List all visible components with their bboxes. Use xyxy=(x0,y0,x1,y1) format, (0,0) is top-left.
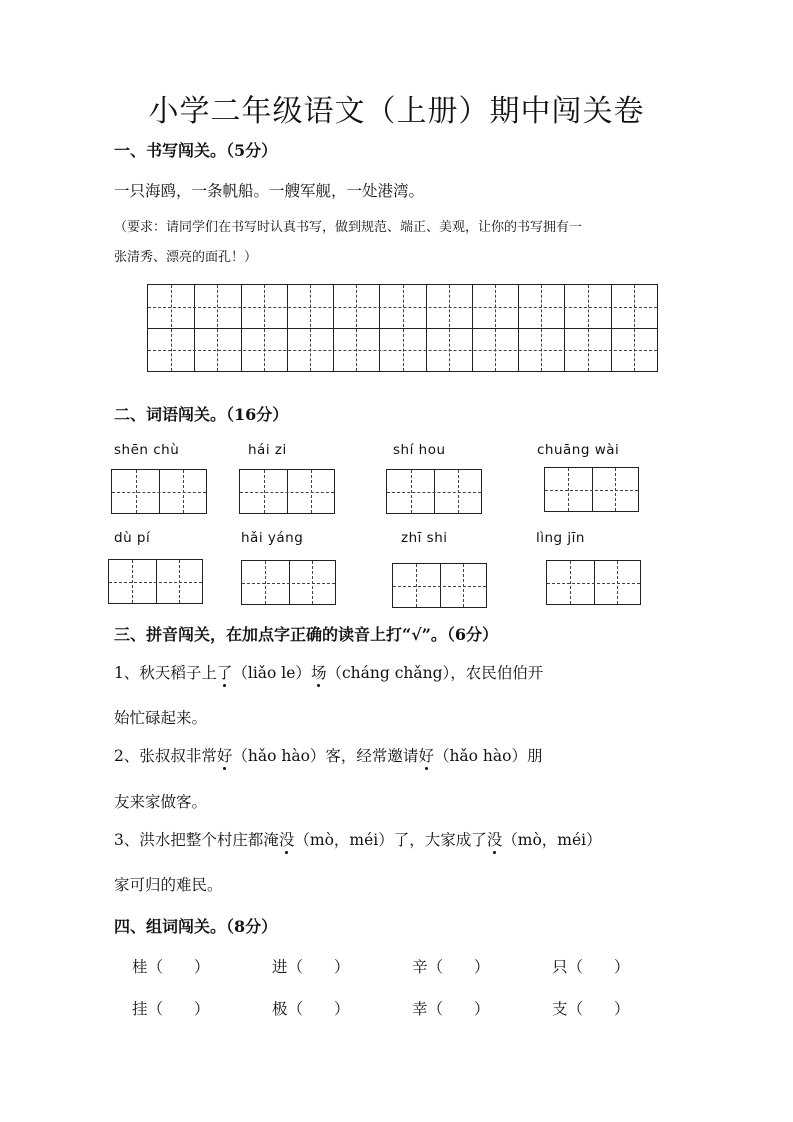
pinyin-label: zhī shi xyxy=(401,530,448,546)
word-group-blank[interactable]: 进（ ） xyxy=(272,958,350,976)
grid-line xyxy=(547,583,640,584)
word-group-blank[interactable]: 幸（ ） xyxy=(412,1000,490,1018)
word-answer-box[interactable] xyxy=(386,469,482,514)
dotted-char: 没 xyxy=(278,831,295,849)
word-answer-box[interactable] xyxy=(544,467,639,512)
grid-line xyxy=(148,307,657,308)
pinyin-label: lìng jīn xyxy=(536,530,585,546)
word-answer-box[interactable] xyxy=(239,469,335,514)
word-group-blank[interactable]: 只（ ） xyxy=(552,958,630,976)
section-4-heading: 四、组词闯关。（8分） xyxy=(114,917,278,936)
dotted-char: 好 xyxy=(418,747,434,765)
dotted-char: 好 xyxy=(216,747,233,765)
pinyin-label: shēn chù xyxy=(114,442,180,458)
grid-line xyxy=(387,492,481,493)
section-3-heading: 三、拼音闯关，在加点字正确的读音上打“√”。（6分） xyxy=(114,625,499,644)
word-answer-box[interactable] xyxy=(392,563,487,608)
word-group-blank[interactable]: 挂（ ） xyxy=(132,1000,210,1018)
grid-line xyxy=(240,492,334,493)
grid-line xyxy=(112,492,206,493)
word-answer-box[interactable] xyxy=(241,560,336,605)
question-1: 1、秋天稻子上了（liǎo le）场（cháng chǎng），农民伯伯开 xyxy=(114,664,544,682)
word-group-blank[interactable]: 极（ ） xyxy=(272,1000,350,1018)
copy-sentence: 一只海鸥，一条帆船。一艘军舰，一处港湾。 xyxy=(114,182,425,200)
word-answer-box[interactable] xyxy=(108,559,203,604)
pinyin-label: chuāng wài xyxy=(537,442,620,458)
question-3-continued: 家可归的难民。 xyxy=(114,876,223,894)
requirement-line-2: 张清秀、漂亮的面孔！） xyxy=(114,250,258,265)
word-group-blank[interactable]: 桂（ ） xyxy=(132,958,210,976)
pinyin-label: dù pí xyxy=(114,530,151,546)
pinyin-label: hǎi yáng xyxy=(241,530,304,546)
dotted-char: 场 xyxy=(310,664,327,682)
pinyin-label: shí hou xyxy=(393,442,446,458)
section-2-heading: 二、词语闯关。（16分） xyxy=(114,405,289,424)
word-answer-box[interactable] xyxy=(546,560,641,605)
grid-line xyxy=(242,583,335,584)
grid-line xyxy=(148,328,657,329)
grid-line xyxy=(148,350,657,351)
word-group-blank[interactable]: 辛（ ） xyxy=(412,958,490,976)
word-answer-box[interactable] xyxy=(111,469,207,514)
question-3: 3、洪水把整个村庄都淹没（mò，méi）了，大家成了没（mò，méi） xyxy=(114,831,602,849)
pinyin-label: hái zi xyxy=(248,442,287,458)
question-1-continued: 始忙碌起来。 xyxy=(114,709,208,727)
question-2-continued: 友来家做客。 xyxy=(114,793,208,811)
requirement-line-1: （要求：请同学们在书写时认真书写，做到规范、端正、美观，让你的书写拥有一 xyxy=(114,220,583,235)
question-2: 2、张叔叔非常好（hǎo hào）客，经常邀请好（hǎo hào）朋 xyxy=(114,747,543,765)
dotted-char: 了 xyxy=(216,664,233,682)
dotted-char: 没 xyxy=(486,831,503,849)
grid-line xyxy=(545,490,638,491)
grid-line xyxy=(393,586,486,587)
section-1-heading: 一、书写闯关。（5分） xyxy=(114,141,278,160)
word-group-blank[interactable]: 支（ ） xyxy=(552,1000,630,1018)
page-title: 小学二年级语文（上册）期中闯关卷 xyxy=(148,94,645,129)
grid-line xyxy=(109,582,202,583)
writing-grid[interactable] xyxy=(147,284,658,372)
